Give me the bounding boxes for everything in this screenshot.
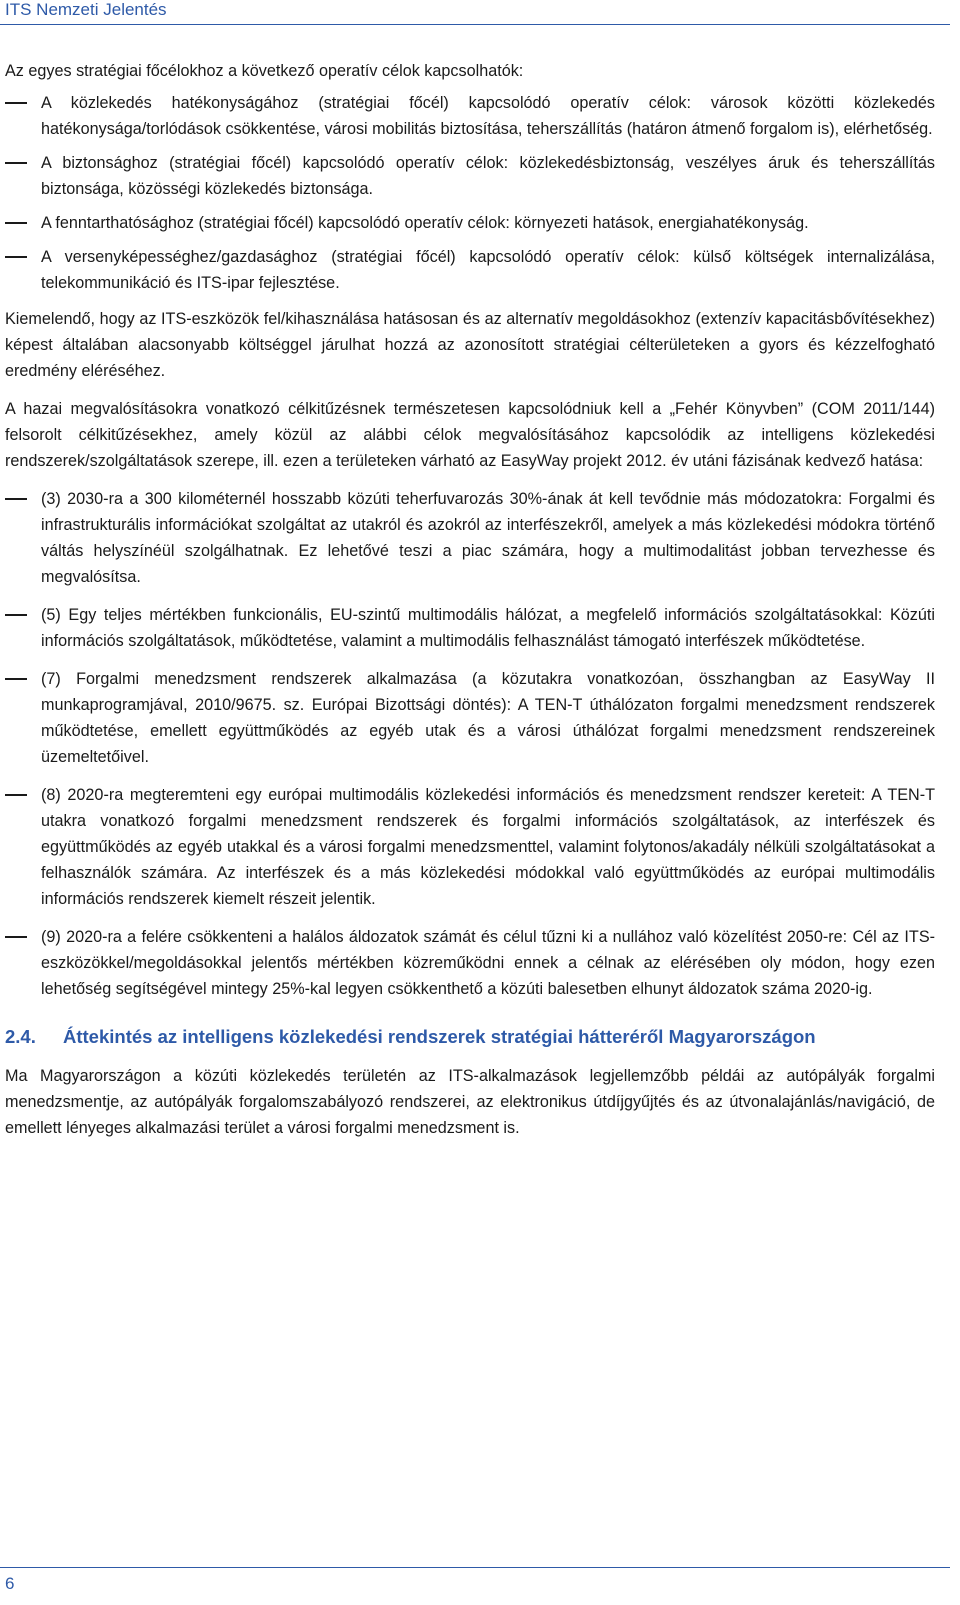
body-paragraph: A hazai megvalósításokra vonatkozó célkitűzésnek természetesen kapcsolódniuk kell a „Fehér Könyvben” (COM 2011/144) felsorolt célkitűzésekhez, amely közül az alábbi célok megvalósításához kapcsolódik az intelligens közlekedési rendszerek/szolgáltatások szerepe, ill. ezen a területeken várható az EasyWay projekt 2012. év utáni fázisának kedvező hatása:	[5, 400, 935, 470]
list-item: A fenntarthatósághoz (stratégiai főcél) kapcsolódó operatív célok: környezeti hatások, energiahatékonyság.	[5, 210, 935, 236]
list-item: A versenyképességhez/gazdasághoz (stratégiai főcél) kapcsolódó operatív célok: külső költségek internalizálása, telekommunikáció és ITS-ipar fejlesztése.	[5, 244, 935, 296]
list-item: (9) 2020-ra a felére csökkenteni a halálos áldozatok számát és célul tűzni ki a nullához való közelítést 2050-re: Cél az ITS-eszközökkel/megoldásokkal jelentős mértékben közreműködni ennek a célnak az elérésében oly módon, hogy ezen lehetőség segítségével mintegy 25%-kal legyen csökkenthető a közúti balesetben elhunyt áldozatok száma 2020-ig.	[5, 924, 935, 1002]
intro-paragraph: Az egyes stratégiai főcélokhoz a következő operatív célok kapcsolhatók:	[5, 62, 524, 80]
page-body	[5, 58, 935, 1153]
list-item: A biztonsághoz (stratégiai főcél) kapcsolódó operatív célok: közlekedésbiztonság, veszélyes áruk és teherszállítás biztonsága, közösségi közlekedés biztonsága.	[5, 150, 935, 202]
body-paragraph: Ma Magyarországon a közúti közlekedés területén az ITS-alkalmazások legjellemzőbb példái az autópályák forgalmi menedzsmentje, az autópályák forgalomszabályozó rendszerei, az elektronikus útdíjgyűjtés és az útvonalajánlás/navigáció, de emellett lényeges alkalmazási terület a városi forgalmi menedzsment is.	[5, 1067, 935, 1137]
section-number: 2.4.	[5, 1026, 36, 1047]
section-title: Áttekintés az intelligens közlekedési rendszerek stratégiai hátteréről Magyarországon	[63, 1026, 816, 1047]
operative-goals-list	[5, 90, 935, 296]
header-title: ITS Nemzeti Jelentés	[5, 0, 167, 19]
footer-divider	[0, 1567, 950, 1568]
list-item: (8) 2020-ra megteremteni egy európai multimodális közlekedési információs és menedzsment rendszer kereteit: A TEN-T utakra vonatkozó forgalmi menedzsment rendszerek és forgalmi információs szolgáltatások, az interfészek és együttműködés az egyéb utakkal és a városi forgalmi menedzsmenttel, valamint folytonos/akadály nélküli szolgáltatásokat a felhasználók számára. Az interfészek és a más közlekedési módokkal való együttműködés az európai multimodális információs rendszerek kiemelt részeit jelentik.	[5, 782, 935, 912]
white-paper-goals-list	[5, 486, 935, 1002]
list-item: A közlekedés hatékonyságához (stratégiai főcél) kapcsolódó operatív célok: városok közötti közlekedés hatékonysága/torlódások csökkentése, városi mobilitás biztosítása, teherszállítás (határon átmenő forgalom is), elérhetőség.	[5, 90, 935, 142]
list-item: (7) Forgalmi menedzsment rendszerek alkalmazása (a közutakra vonatkozóan, összhangban az EasyWay II munkaprogramjával, 2010/9675. sz. Európai Bizottsági döntés): A TEN-T úthálózaton forgalmi menedzsment rendszerek működtetése, emellett együttműködés az egyéb utak és a városi úthálózat forgalmi menedzsment rendszereinek üzemeltetőivel.	[5, 666, 935, 770]
list-item: (5) Egy teljes mértékben funkcionális, EU-szintű multimodális hálózat, a megfelelő információs szolgáltatásokkal: Közúti információs szolgáltatások, működtetése, valamint a multimodális felhasználást támogató interfészek működtetése.	[5, 602, 935, 654]
section-heading	[5, 1024, 935, 1049]
body-paragraph: Kiemelendő, hogy az ITS-eszközök fel/kihasználása hatásosan és az alternatív megoldásokhoz (extenzív kapacitásbővítésekhez) képest általában alacsonyabb költséggel járulhat hozzá az azonosított stratégiai célterületeken a gyors és kézzelfogható eredmény eléréséhez.	[5, 310, 935, 380]
page-number: 6	[5, 1574, 15, 1593]
list-item: (3) 2030-ra a 300 kilométernél hosszabb közúti teherfuvarozás 30%-ának át kell tevődnie más módozatokra: Forgalmi és infrastrukturális információkat szolgáltat az utakról és azokról az interfészekről, amelyek a más közlekedési módokra történő váltás helyszínéül szolgálhatnak. Ez lehetővé teszi a piac számára, hogy a multimodalitást jobban tervezhesse és megvalósítsa.	[5, 486, 935, 590]
running-header	[0, 0, 950, 25]
